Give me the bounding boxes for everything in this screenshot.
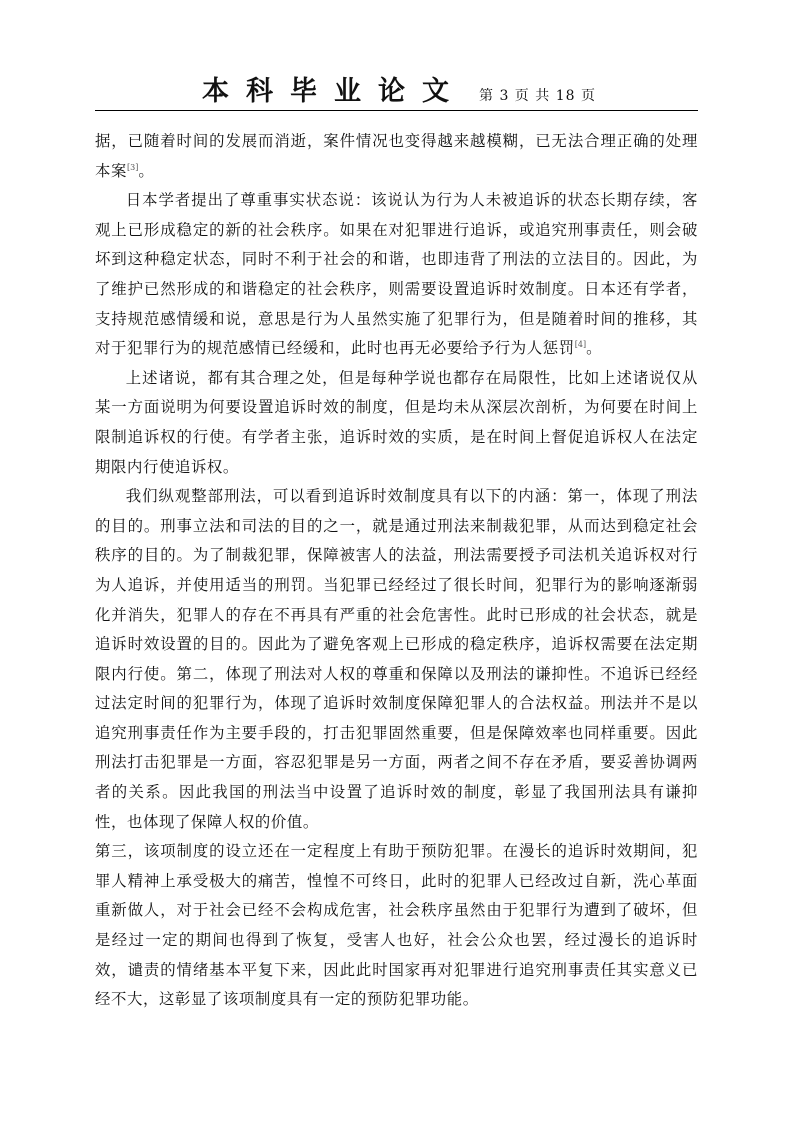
paragraph: 日本学者提出了尊重事实状态说：该说认为行为人未被追诉的状态长期存续，客观上已形成稳定的新的社会秩序。如果在对犯罪进行追诉，或追究刑事责任，则会破坏到这种稳定状态，同时不利于社会的和谐，也即违背了刑法的立法目的。因此，为了维护已然形成的和谐稳定的社会秩序，则需要设置追诉时效制度。日本还有学者，支持规范感情缓和说，意思是行为人虽然实施了犯罪行为，但是随着时间的推移，其对于犯罪行为的规范感情已经缓和，此时也再无必要给予行为人惩罚[4]。 xyxy=(95,191,698,358)
citation-ref[interactable]: [3] xyxy=(126,162,139,172)
paragraph: 据，已随着时间的发展而消逝，案件情况也变得越来越模糊，已无法合理正确的处理本案[3]。 xyxy=(95,132,698,180)
document-title: 本科毕业论文 xyxy=(202,76,466,107)
paragraph: 上述诸说，都有其合理之处，但是每种学说也都存在局限性，比如上述诸说仅从某一方面说明为何要设置追诉时效的制度，但是均未从深层次剖析，为何要在时间上限制追诉权的行使。有学者主张，追诉时效的实质，是在时间上督促追诉权人在法定期限内行使追诉权。 xyxy=(95,368,698,476)
page-header xyxy=(95,72,698,111)
paragraph: 第三，该项制度的设立还在一定程度上有助于预防犯罪。在漫长的追诉时效期间，犯罪人精神上承受极大的痛苦，惶惶不可终日，此时的犯罪人已经改过自新，洗心革面重新做人，对于社会已经不会构成危害，社会秩序虽然由于犯罪行为遭到了破坏，但是经过一定的期间也得到了恢复，受害人也好，社会公众也罢，经过漫长的追诉时效，谴责的情绪基本平复下来，因此此时国家再对犯罪进行追究刑事责任其实意义已经不大，这彰显了该项制度具有一定的预防犯罪功能。 xyxy=(95,842,698,1009)
citation-ref[interactable]: [4] xyxy=(574,340,587,350)
body-text xyxy=(95,127,698,1015)
paragraph: 我们纵观整部刑法，可以看到追诉时效制度具有以下的内涵：第一，体现了刑法的目的。刑事立法和司法的目的之一，就是通过刑法来制裁犯罪，从而达到稳定社会秩序的目的。为了制裁犯罪，保障被害人的法益，刑法需要授予司法机关追诉权对行为人追诉，并使用适当的刑罚。当犯罪已经经过了很长时间，犯罪行为的影响逐渐弱化并消失，犯罪人的存在不再具有严重的社会危害性。此时已形成的社会状态，就是追诉时效设置的目的。因此为了避免客观上已形成的稳定秩序，追诉权需要在法定期限内行使。第二，体现了刑法对人权的尊重和保障以及刑法的谦抑性。不追诉已经经过法定时间的犯罪行为，体现了追诉时效制度保障犯罪人的合法权益。刑法并不是以追究刑事责任作为主要手段的，打击犯罪固然重要，但是保障效率也同样重要。因此刑法打击犯罪是一方面，容忍犯罪是另一方面，两者之间不存在矛盾，要妥善协调两者的关系。因此我国的刑法当中设置了追诉时效的制度，彰显了我国刑法具有谦抑性，也体现了保障人权的价值。 xyxy=(95,487,698,831)
page-number: 第 3 页 共 18 页 xyxy=(479,88,596,104)
